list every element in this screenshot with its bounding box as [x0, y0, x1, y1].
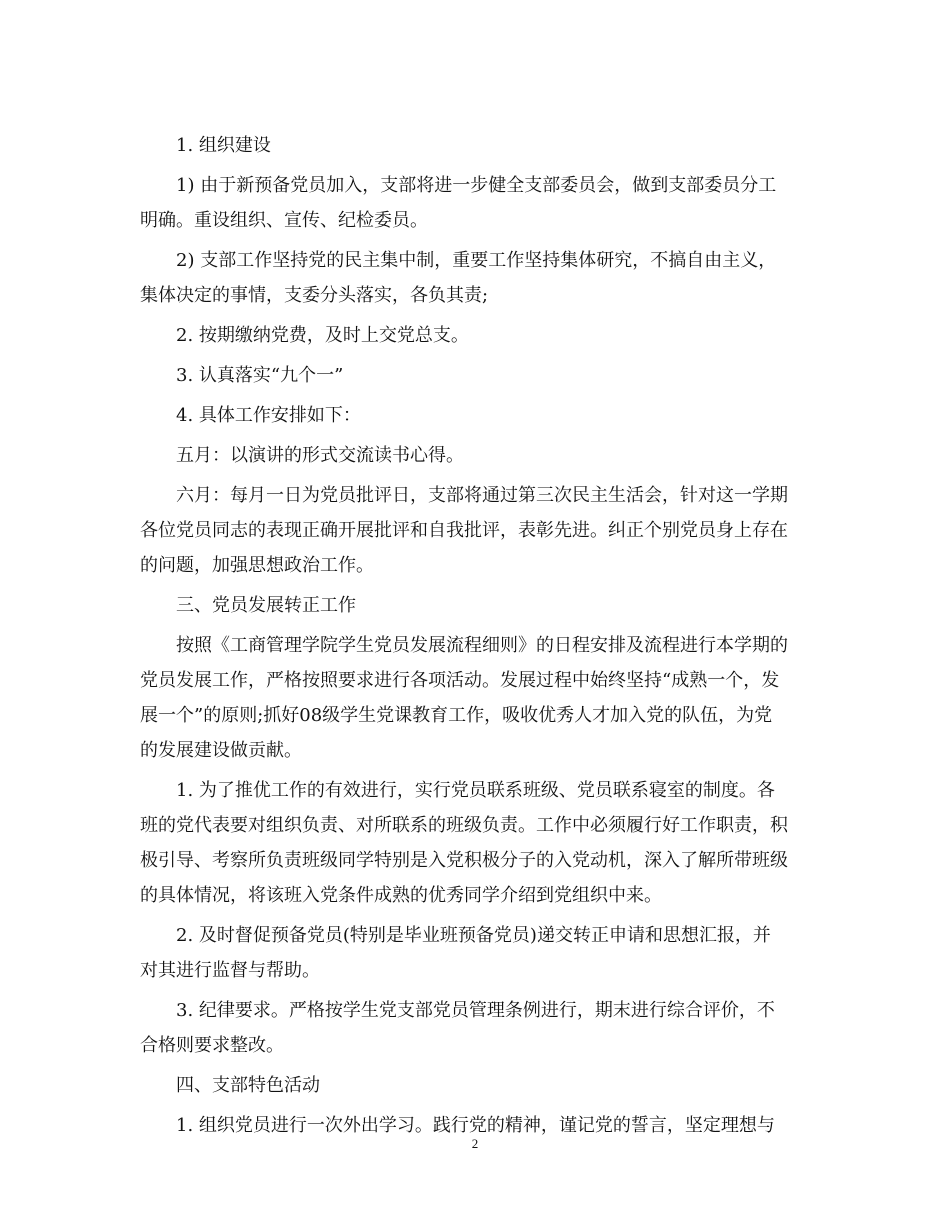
- text-line: 五月：以演讲的形式交流读书心得。: [176, 445, 464, 466]
- text-line: 各位党员同志的表现正确开展批评和自我批评，表彰先进。纠正个别党员身上存在: [140, 520, 788, 541]
- paragraph: [140, 438, 810, 473]
- page-number: 2: [471, 1136, 479, 1151]
- text-line: 六月：每月一日为党员批评日，支部将通过第三次民主生活会，针对这一学期: [176, 485, 788, 506]
- text-line: 2. 及时督促预备党员(特别是毕业班预备党员)递交转正申请和思想汇报，并: [176, 925, 771, 946]
- paragraph: [140, 1068, 810, 1103]
- paragraph: [140, 588, 810, 623]
- text-line: 展一个”的原则;抓好08级学生党课教育工作，吸收优秀人才加入党的队伍，为党: [140, 705, 773, 726]
- text-line: 3. 认真落实“九个一”: [176, 365, 344, 386]
- paragraph: [140, 628, 810, 768]
- text-line: 的问题，加强思想政治工作。: [140, 555, 374, 576]
- text-line: 党员发展工作，严格按照要求进行各项活动。发展过程中始终坚持“成熟一个，发: [140, 670, 780, 691]
- paragraph: [140, 128, 810, 163]
- text-line: 合格则要求整改。: [140, 1035, 284, 1056]
- text-line: 班的党代表要对组织负责、对所联系的班级负责。工作中必须履行好工作职责，积: [140, 815, 788, 836]
- paragraph: [140, 168, 810, 238]
- text-line: 的发展建设做贡献。: [140, 740, 302, 761]
- text-line: 的具体情况，将该班入党条件成熟的优秀同学介绍到党组织中来。: [140, 885, 662, 906]
- text-line: 三、党员发展转正工作: [176, 595, 356, 616]
- text-line: 3. 纪律要求。严格按学生党支部党员管理条例进行，期末进行综合评价，不: [176, 1000, 775, 1021]
- text-line: 四、支部特色活动: [176, 1075, 320, 1096]
- text-line: 1. 组织建设: [176, 135, 271, 156]
- text-line: 对其进行监督与帮助。: [140, 960, 320, 981]
- paragraph: [140, 243, 810, 313]
- text-line: 1. 为了推优工作的有效进行，实行党员联系班级、党员联系寝室的制度。各: [176, 780, 775, 801]
- paragraph: [140, 358, 810, 393]
- text-line: 2) 支部工作坚持党的民主集中制，重要工作坚持集体研究，不搞自由主义，: [176, 250, 777, 271]
- text-line: 1) 由于新预备党员加入，支部将进一步健全支部委员会，做到支部委员分工: [176, 175, 777, 196]
- text-line: 按照《工商管理学院学生党员发展流程细则》的日程安排及流程进行本学期的: [176, 635, 788, 656]
- text-line: 集体决定的事情，支委分头落实，各负其责;: [140, 285, 489, 306]
- text-line: 2. 按期缴纳党费，及时上交党总支。: [176, 325, 469, 346]
- text-line: 极引导、考察所负责班级同学特别是入党积极分子的入党动机，深入了解所带班级: [140, 850, 788, 871]
- text-line: 4. 具体工作安排如下：: [176, 405, 361, 426]
- text-line: 明确。重设组织、宣传、纪检委员。: [140, 210, 428, 231]
- paragraph: [140, 478, 810, 583]
- document-body: [140, 128, 810, 1148]
- paragraph: [140, 993, 810, 1063]
- paragraph: [140, 318, 810, 353]
- paragraph: [140, 773, 810, 913]
- text-line: 1. 组织党员进行一次外出学习。践行党的精神，谨记党的誓言，坚定理想与: [176, 1115, 775, 1136]
- paragraph: [140, 398, 810, 433]
- paragraph: [140, 918, 810, 988]
